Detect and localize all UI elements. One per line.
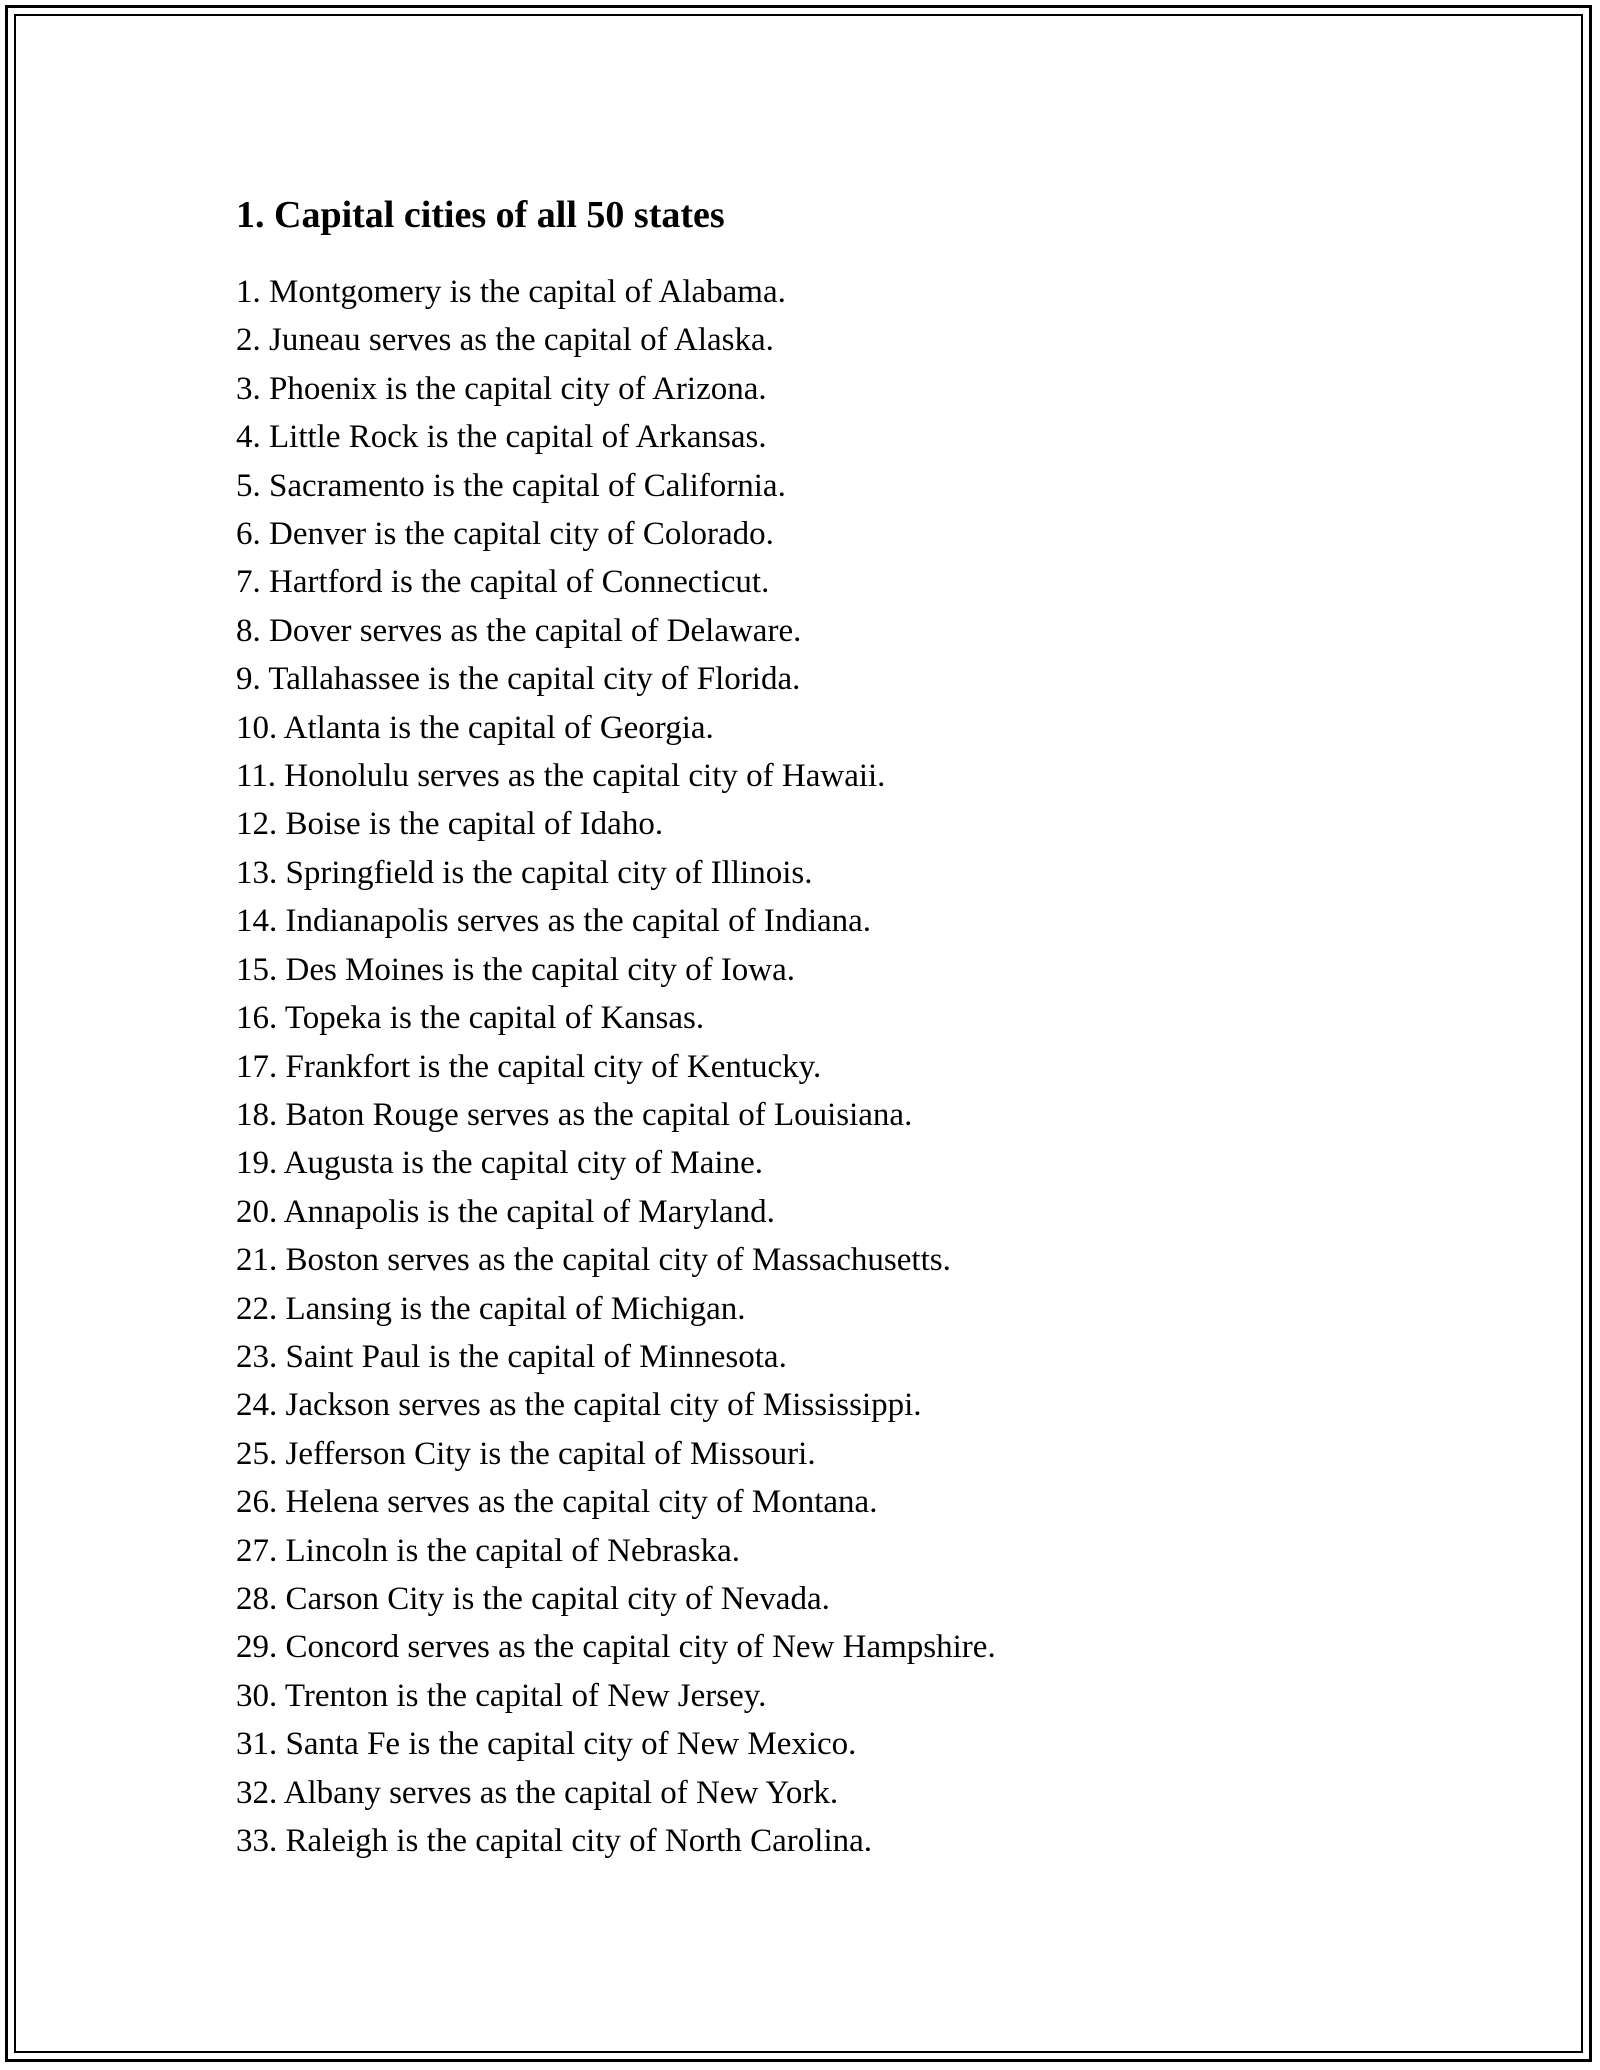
list-item: 14. Indianapolis serves as the capital of Indiana. [236, 903, 872, 940]
list-item: 8. Dover serves as the capital of Delaware. [236, 612, 802, 649]
list-item: 18. Baton Rouge serves as the capital of Louisiana. [236, 1096, 913, 1133]
list-item: 2. Juneau serves as the capital of Alaska. [236, 322, 774, 359]
list-item: 19. Augusta is the capital city of Maine. [236, 1145, 763, 1182]
capital-list [236, 268, 1436, 1865]
list-item: 15. Des Moines is the capital city of Iowa. [236, 951, 796, 988]
document-content [236, 190, 1436, 1865]
list-item: 21. Boston serves as the capital city of Massachusetts. [236, 1242, 951, 1279]
list-item: 31. Santa Fe is the capital city of New Mexico. [236, 1726, 857, 1763]
list-item: 6. Denver is the capital city of Colorado. [236, 516, 774, 553]
list-item: 1. Montgomery is the capital of Alabama. [236, 274, 786, 310]
list-item: 7. Hartford is the capital of Connecticut. [236, 564, 770, 601]
list-item: 12. Boise is the capital of Idaho. [236, 806, 664, 843]
list-item: 16. Topeka is the capital of Kansas. [236, 1000, 705, 1037]
list-item: 3. Phoenix is the capital city of Arizona. [236, 370, 767, 407]
list-item: 10. Atlanta is the capital of Georgia. [236, 709, 714, 746]
list-item: 26. Helena serves as the capital city of Montana. [236, 1484, 878, 1521]
list-item: 30. Trenton is the capital of New Jersey. [236, 1677, 767, 1714]
list-item: 27. Lincoln is the capital of Nebraska. [236, 1532, 741, 1569]
list-item: 9. Tallahassee is the capital city of Florida. [236, 661, 801, 698]
list-item: 17. Frankfort is the capital city of Kentucky. [236, 1048, 822, 1085]
list-item: 29. Concord serves as the capital city of New Hampshire. [236, 1629, 996, 1666]
list-item: 24. Jackson serves as the capital city of Mississippi. [236, 1387, 922, 1424]
section-heading: 1. Capital cities of all 50 states [236, 194, 725, 236]
list-item: 4. Little Rock is the capital of Arkansas. [236, 419, 767, 456]
list-item: 13. Springfield is the capital city of Illinois. [236, 854, 813, 891]
list-item: 28. Carson City is the capital city of Nevada. [236, 1580, 830, 1617]
list-item: 32. Albany serves as the capital of New York. [236, 1774, 839, 1811]
list-item: 22. Lansing is the capital of Michigan. [236, 1290, 746, 1327]
list-item: 25. Jefferson City is the capital of Missouri. [236, 1435, 816, 1472]
list-item: 5. Sacramento is the capital of California. [236, 467, 786, 504]
list-item: 23. Saint Paul is the capital of Minnesota. [236, 1338, 787, 1375]
list-item: 20. Annapolis is the capital of Maryland. [236, 1193, 775, 1230]
list-item: 33. Raleigh is the capital city of North Carolina. [236, 1823, 873, 1859]
list-item: 11. Honolulu serves as the capital city of Hawaii. [236, 758, 886, 795]
